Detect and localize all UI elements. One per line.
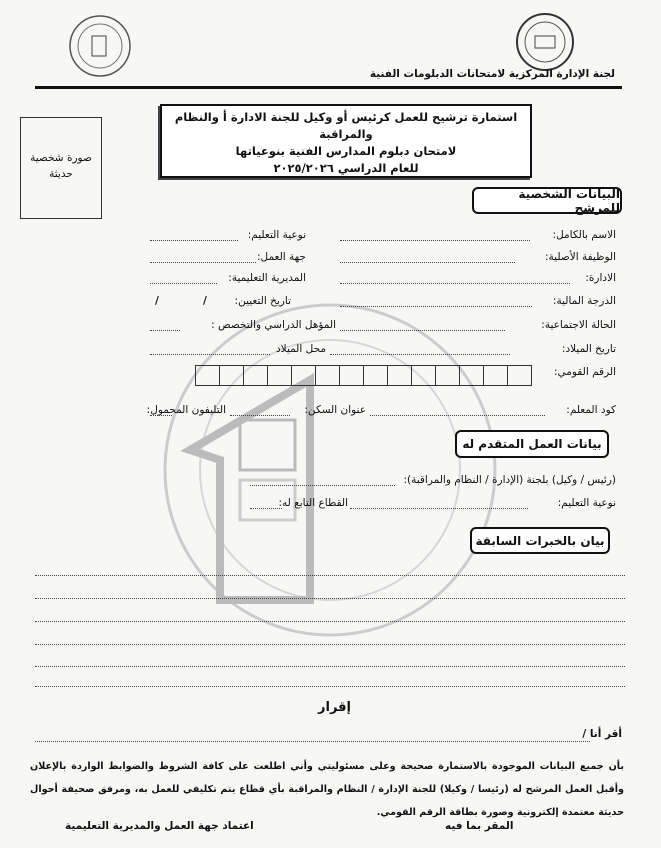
- declarant-name-label: أقر أنا /: [582, 728, 622, 740]
- form-title-box: [160, 104, 532, 178]
- mobile-field[interactable]: [150, 415, 172, 416]
- experience-line[interactable]: [35, 575, 625, 576]
- title-line1: استمارة ترشيح للعمل كرئيس أو وكيل للجنة الادارة أ والنظام والمراقبة: [174, 110, 518, 141]
- birth-date-field[interactable]: [330, 354, 510, 355]
- id-digit-box[interactable]: [339, 365, 364, 386]
- photo-label-2: حديثة: [49, 168, 73, 180]
- section-personal-heading: البيانات الشخصية للمرشح: [472, 187, 622, 214]
- left-seal-logo: [68, 14, 132, 78]
- id-digit-box[interactable]: [435, 365, 460, 386]
- birth-date-label: تاريخ الميلاد:: [561, 343, 616, 355]
- grade-field[interactable]: [340, 306, 532, 307]
- experience-line[interactable]: [35, 644, 625, 645]
- directorate-label: المديرية التعليمية:: [228, 272, 306, 284]
- org-header: لجنة الإدارة المركزية لامتحانات الدبلومات الفنية: [369, 68, 615, 80]
- title-line2: لامتحان دبلوم المدارس الفنية بنوعياتها: [235, 144, 457, 158]
- id-digit-box[interactable]: [315, 365, 340, 386]
- sector-field[interactable]: [250, 508, 282, 509]
- id-digit-box[interactable]: [507, 365, 532, 386]
- declarant-signature-label: المقر بما فيه: [445, 820, 514, 832]
- declaration-heading: إقرار: [318, 700, 351, 715]
- experience-line[interactable]: [35, 598, 625, 599]
- original-job-label: الوظيفة الأصلية:: [545, 251, 616, 263]
- qualification-field[interactable]: [150, 330, 180, 331]
- experience-line[interactable]: [35, 686, 625, 687]
- id-digit-box[interactable]: [267, 365, 292, 386]
- section-experience-heading: بيان بالخبرات السابقة: [470, 527, 610, 554]
- national-id-label: الرقم القومي:: [553, 366, 616, 378]
- full-name-label: الاسم بالكامل:: [552, 229, 616, 241]
- declaration-text: بأن جميع البيانات الموجودة بالاستمارة صحيحة وعلى مسئوليتي وأني اطلعت على كافة الشروط والضوابط الواردة بالإعلان وأقبل العمل المرشح له (رئيسا / وكيلا) للجنة الإدارة / النظام والمراقبة بأي قطاع يتم تكليفي للعمل به، ومرفق صحيفة أحوال حديثة معتمدة إلكترونية وصورة بطاقة الرقم القومي.: [30, 761, 624, 818]
- workplace-label: جهة العمل:: [256, 251, 306, 263]
- national-id-boxes[interactable]: [196, 365, 532, 386]
- edu-type-label: نوعية التعليم:: [247, 229, 306, 241]
- edu-type-field[interactable]: [150, 240, 238, 241]
- header-rule: [35, 86, 622, 89]
- mobile-label: التليفون المحمول:: [146, 404, 226, 416]
- birth-place-field[interactable]: [150, 354, 270, 355]
- photo-label: صورة شخصية: [30, 152, 92, 164]
- marital-label: الحالة الاجتماعية:: [541, 319, 616, 331]
- directorate-field[interactable]: [150, 283, 217, 284]
- id-digit-box[interactable]: [387, 365, 412, 386]
- id-digit-box[interactable]: [243, 365, 268, 386]
- experience-line[interactable]: [35, 666, 625, 667]
- administration-field[interactable]: [340, 283, 570, 284]
- watermark-seal: [160, 300, 500, 640]
- title-line3: للعام الدراسي ٢٠٢٥/٢٠٢٦: [273, 161, 419, 175]
- qualification-label: المؤهل الدراسي والتخصص :: [211, 319, 336, 331]
- id-digit-box[interactable]: [195, 365, 220, 386]
- experience-line[interactable]: [35, 621, 625, 622]
- id-digit-box[interactable]: [363, 365, 388, 386]
- hire-date-slash: /: [203, 295, 207, 307]
- job-edu-type-field[interactable]: [350, 508, 528, 509]
- workplace-field[interactable]: [150, 262, 256, 263]
- id-digit-box[interactable]: [219, 365, 244, 386]
- section-job-heading: بيانات العمل المتقدم له: [455, 430, 609, 458]
- right-seal-logo: [515, 12, 575, 72]
- role-field[interactable]: [250, 485, 395, 486]
- role-label: (رئيس / وكيل) بلجنة (الإدارة / النظام والمراقبة):: [403, 474, 616, 486]
- photo-box: [20, 117, 102, 219]
- address-field[interactable]: [230, 415, 290, 416]
- full-name-field[interactable]: [340, 240, 530, 241]
- approval-signature-label: اعتماد جهة العمل والمديرية التعليمية: [65, 820, 254, 832]
- id-digit-box[interactable]: [411, 365, 436, 386]
- address-label: عنوان السكن:: [304, 404, 366, 416]
- declarant-name-field[interactable]: [35, 741, 590, 742]
- teacher-code-field[interactable]: [370, 415, 545, 416]
- grade-label: الدرجة المالية:: [552, 295, 616, 307]
- id-digit-box[interactable]: [291, 365, 316, 386]
- teacher-code-label: كود المعلم:: [566, 404, 616, 416]
- sector-label: القطاع التابع له:: [278, 497, 348, 509]
- id-digit-box[interactable]: [483, 365, 508, 386]
- job-edu-type-label: نوعية التعليم:: [557, 497, 616, 509]
- administration-label: الادارة:: [585, 272, 616, 284]
- birth-place-label: محل الميلاد: [276, 343, 326, 355]
- id-digit-box[interactable]: [459, 365, 484, 386]
- original-job-field[interactable]: [340, 262, 515, 263]
- hire-date-label: تاريخ التعيين:: [234, 295, 291, 307]
- marital-field[interactable]: [340, 330, 505, 331]
- hire-date-slash: /: [155, 295, 159, 307]
